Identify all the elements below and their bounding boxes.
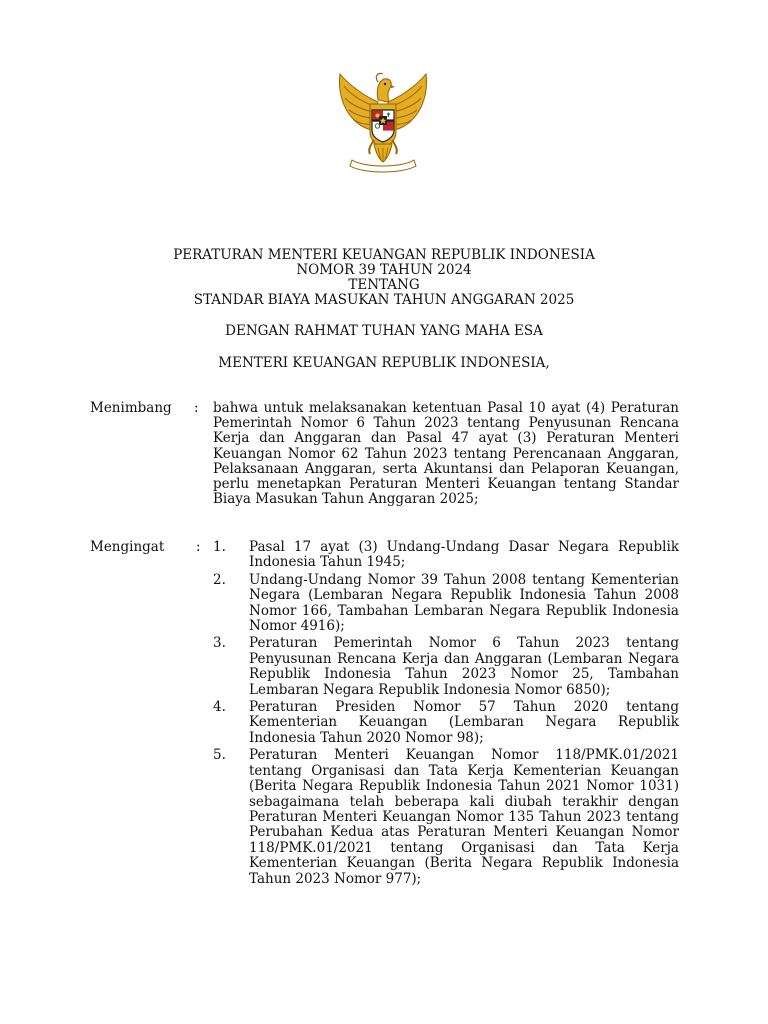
mengingat-colon: : <box>196 539 201 555</box>
menimbang-label: Menimbang <box>90 400 172 416</box>
list-item-number: 3. <box>213 635 226 652</box>
mengingat-label: Mengingat <box>90 539 165 555</box>
mengingat-list <box>213 540 679 889</box>
regulation-tentang: TENTANG <box>348 277 420 293</box>
list-item-number: 5. <box>213 747 226 764</box>
regulation-title: PERATURAN MENTERI KEUANGAN REPUBLIK INDONESIA <box>173 247 595 263</box>
list-item <box>213 540 679 571</box>
regulation-number: NOMOR 39 TAHUN 2024 <box>296 262 472 278</box>
list-item-text: Pasal 17 ayat (3) Undang-Undang Dasar Negara Republik Indonesia Tahun 1945; <box>249 539 679 571</box>
list-item <box>213 700 679 746</box>
list-item-number: 4. <box>213 699 226 716</box>
list-item <box>213 573 679 635</box>
list-item-text: Undang-Undang Nomor 39 Tahun 2008 tentang Kementerian Negara (Lembaran Negara Republik Indonesia Tahun 2008 Nomor 166, Tambahan Lembaran Negara Republik Indonesia Nomor 4916); <box>249 571 679 635</box>
menimbang-text: bahwa untuk melaksanakan ketentuan Pasal 10 ayat (4) Peraturan Pemerintah Nomor 6 Tahun 2023 tentang Penyusunan Rencana Kerja dan Anggaran dan Pasal 47 ayat (3) Peraturan Menteri Keuangan Nomor 62 Tahun 2023 tentang Perencanaan Anggaran, Pelaksanaan Anggaran, serta Akuntansi dan Pelaporan Keuangan, perlu menetapkan Peraturan Menteri Keuangan tentang Standar Biaya Masukan Tahun Anggaran 2025; <box>213 400 679 508</box>
regulation-subject: STANDAR BIAYA MASUKAN TAHUN ANGGARAN 2025 <box>193 292 575 308</box>
issuing-authority: MENTERI KEUANGAN REPUBLIK INDONESIA, <box>218 355 550 371</box>
list-item-text: Peraturan Pemerintah Nomor 6 Tahun 2023 tentang Penyusunan Rencana Kerja dan Anggaran (Lembaran Negara Republik Indonesia Tahun 2023 Nomor 25, Tambahan Lembaran Negara Republik Indonesia Nomor 6850); <box>249 635 679 698</box>
list-item <box>213 636 679 698</box>
garuda-emblem-icon <box>334 70 432 174</box>
invocation: DENGAN RAHMAT TUHAN YANG MAHA ESA <box>225 323 543 339</box>
list-item-number: 2. <box>213 571 226 588</box>
list-item-number: 1. <box>213 539 226 555</box>
list-item <box>213 748 679 887</box>
list-item-text: Peraturan Menteri Keuangan Nomor 118/PMK.01/2021 tentang Organisasi dan Tata Kerja Kementerian Keuangan (Berita Negara Republik Indonesia Tahun 2021 Nomor 1031) sebagaimana telah beberapa kali diubah terakhir dengan Peraturan Menteri Keuangan Nomor 135 Tahun 2023 tentang Perubahan Kedua atas Peraturan Menteri Keuangan Nomor 118/PMK.01/2021 tentang Organisasi dan Tata Kerja Kementerian Keuangan (Berita Negara Republik Indonesia Tahun 2023 Nomor 977); <box>249 747 679 887</box>
list-item-text: Peraturan Presiden Nomor 57 Tahun 2020 tentang Kementerian Keuangan (Lembaran Negara Republik Indonesia Tahun 2020 Nomor 98); <box>249 699 679 746</box>
menimbang-colon: : <box>194 400 199 416</box>
